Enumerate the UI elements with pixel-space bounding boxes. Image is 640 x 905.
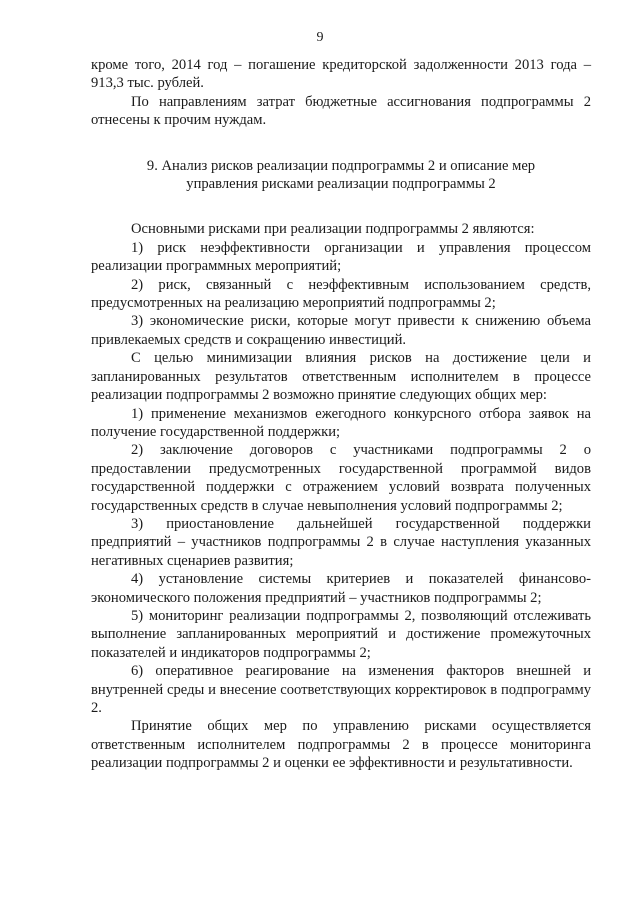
risk-item-3: 3) экономические риски, которые могут привести к снижению объема привлекаемых средств и сокращению инвестиций. <box>91 313 591 348</box>
risk-item-1: 1) риск неэффективности организации и управления процессом реализации программных мероприятий; <box>91 239 591 275</box>
page-content <box>91 56 591 773</box>
conclusion-paragraph: Принятие общих мер по управлению рисками осуществляется ответственным исполнителем подпрограммы 2 в процессе мониторинга реализации подпрограммы 2 и оценки ее эффективности и результативности. <box>91 718 591 772</box>
measure-item-1: 1) применение механизмов ежегодного конкурсного отбора заявок на получение государственной поддержки; <box>91 405 591 440</box>
measure-item-6: 6) оперативное реагирование на изменения факторов внешней и внутренней среды и внесение соответствующих корректировок в подпрограмму 2. <box>91 663 591 716</box>
risk-item-2: 2) риск, связанный с неэффективным использованием средств, предусмотренных на реализацию мероприятий подпрограммы 2; <box>91 276 591 312</box>
measure-item-3: 3) приостановление дальнейшей государственной поддержки предприятий – участников подпрограммы 2 в случае наступления указанных негативных сценариев развития; <box>91 515 591 569</box>
measure-item-2: 2) заключение договоров с участниками подпрограммы 2 о предоставлении предусмотренных государственной программой видов государственной поддержки с отражением условий возврата полученных государственных средств в случае невыполнения условий подпрограммы 2; <box>91 442 591 514</box>
page-number: 9 <box>316 30 324 45</box>
section-heading: 9. Анализ рисков реализации подпрограммы 2 и описание мер управления рисками реализации подпрограммы 2 <box>146 157 536 193</box>
measures-intro: С целью минимизации влияния рисков на достижение цели и запланированных результатов ответственным исполнителем в процессе реализации подпрограммы 2 возможно принятие следующих общих мер: <box>91 350 591 404</box>
paragraph-budget-allocation: По направлениям затрат бюджетные ассигнования подпрограммы 2 отнесены к прочим нуждам. <box>91 93 591 129</box>
risks-intro: Основными рисками при реализации подпрограммы 2 являются: <box>131 221 535 238</box>
paragraph-continuation: кроме того, 2014 год – погашение кредиторской задолженности 2013 года – 913,3 тыс. рублей. <box>91 57 591 92</box>
measure-item-5: 5) мониторинг реализации подпрограммы 2, позволяющий отслеживать выполнение запланированных мероприятий и достижение промежуточных показателей и индикаторов подпрограммы 2; <box>91 607 591 661</box>
measure-item-4: 4) установление системы критериев и показателей финансово-экономического положения предприятий – участников подпрограммы 2; <box>91 571 591 606</box>
